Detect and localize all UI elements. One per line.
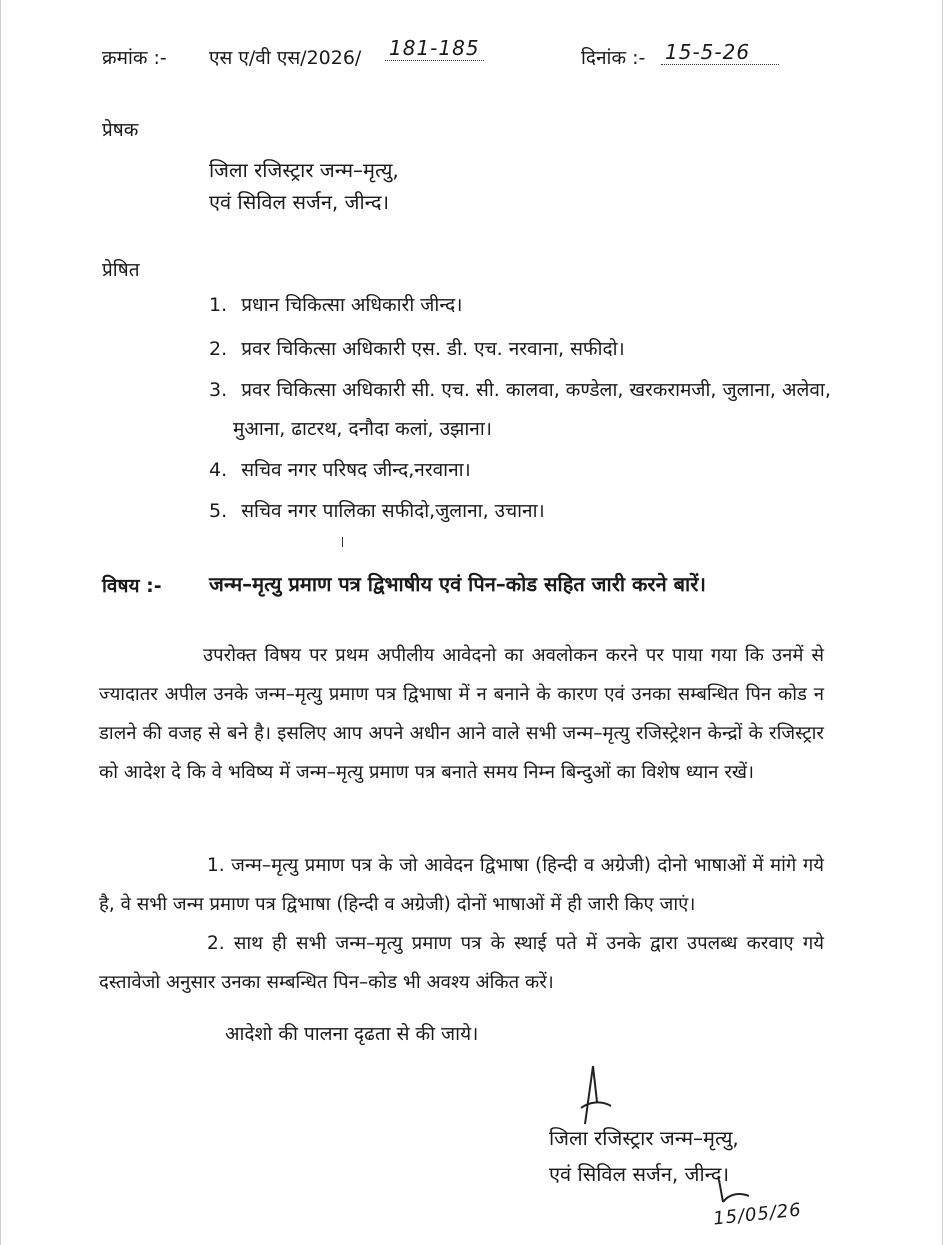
recipient-item — [209, 456, 471, 482]
closing-line: आदेशो की पालना दृढता से की जाये। — [225, 1023, 479, 1045]
date-value: 15-5-26 — [661, 40, 779, 65]
signature-line2: एवं सिविल सर्जन, जीन्द। — [549, 1162, 730, 1186]
signature-line1: जिला रजिस्ट्रार जन्म–मृत्यु, — [549, 1126, 739, 1150]
body-paragraph-1: उपरोक्त विषय पर प्रथम अपीलीय आवेदनो का अवलोकन करने पर पाया गया कि उनमें से ज्यादातर अपील उनके जन्म–मृत्यु प्रमाण पत्र द्विभाषा में न बनाने के कारण एवं उनका सम्बन्धित पिन कोड न डालने की वजह से बने है। इसलिए आप अपने अधीन आने वाले सभी जन्म–मृत्यु रजिस्ट्रेशन केन्द्रों के रजिस्ट्रार को आदेश दे कि वे भविष्य में जन्म–मृत्यु प्रमाण पत्र बनाते समय निम्न बिन्दुओं का विशेष ध्यान रखें। — [99, 645, 824, 783]
recipient-item — [209, 335, 625, 361]
recipient-num: 2. — [209, 338, 228, 360]
recipient-item-continuation: मुआना, ढाटरथ, दनौदा कलां, उझाना। — [233, 418, 492, 440]
body-text — [99, 636, 824, 792]
recipient-item — [209, 291, 462, 317]
ref-label: क्रमांक :- — [102, 47, 167, 69]
ref-number: 181-185 — [385, 36, 484, 61]
recipient-text: सचिव नगर परिषद जीन्द,नरवाना। — [241, 459, 471, 481]
pen-mark — [342, 537, 343, 547]
ref-prefix: एस ए/वी एस/2026/ — [209, 47, 362, 69]
sender-label: प्रेषक — [102, 119, 139, 141]
recipient-item — [209, 376, 831, 402]
handwritten-date: 15/05/26 — [712, 1199, 803, 1230]
recipient-item — [209, 497, 545, 523]
recipient-num: 4. — [209, 459, 228, 481]
recipient-num: 3. — [209, 379, 228, 401]
body-points — [99, 846, 824, 1002]
subject-text: जन्म–मृत्यु प्रमाण पत्र द्विभाषीय एवं पिन–कोड सहित जारी करने बारें। — [209, 572, 706, 596]
sender-line2: एवं सिविल सर्जन, जीन्द। — [209, 190, 390, 214]
recipient-text: प्रवर चिकित्सा अधिकारी एस. डी. एच. नरवाना, सफीदो। — [241, 338, 625, 360]
recipient-text: सचिव नगर पालिका सफीदो,जुलाना, उचाना। — [241, 500, 545, 522]
signature-scribble — [571, 1062, 631, 1132]
recipients-label: प्रेषित — [102, 259, 140, 281]
body-point-1: 1. जन्म–मृत्यु प्रमाण पत्र के जो आवेदन द्विभाषा (हिन्दी व अग्रेजी) दोनो भाषाओं में मांगे गये है, वे सभी जन्म प्रमाण पत्र द्विभाषा (हिन्दी व अग्रेजी) दोनों भाषाओं में ही जारी किए जाएं। — [99, 855, 824, 915]
initial-scribble — [715, 1176, 755, 1206]
recipient-num: 5. — [209, 500, 228, 522]
recipient-num: 1. — [209, 294, 228, 316]
date-label: दिनांक :- — [581, 47, 646, 69]
body-point-2: 2. साथ ही सभी जन्म–मृत्यु प्रमाण पत्र के स्थाई पते में उनके द्वारा उपलब्ध करवाए गये दस्तावेजो अनुसार उनका सम्बन्धित पिन–कोड भी अवश्य अंकित करें। — [99, 933, 824, 993]
sender-line1: जिला रजिस्ट्रार जन्म–मृत्यु, — [209, 158, 399, 182]
recipient-text: प्रधान चिकित्सा अधिकारी जीन्द। — [241, 294, 463, 316]
recipient-text: प्रवर चिकित्सा अधिकारी सी. एच. सी. कालवा, कण्डेला, खरकरामजी, जुलाना, अलेवा, — [241, 379, 831, 401]
subject-label: विषय :- — [102, 575, 162, 597]
